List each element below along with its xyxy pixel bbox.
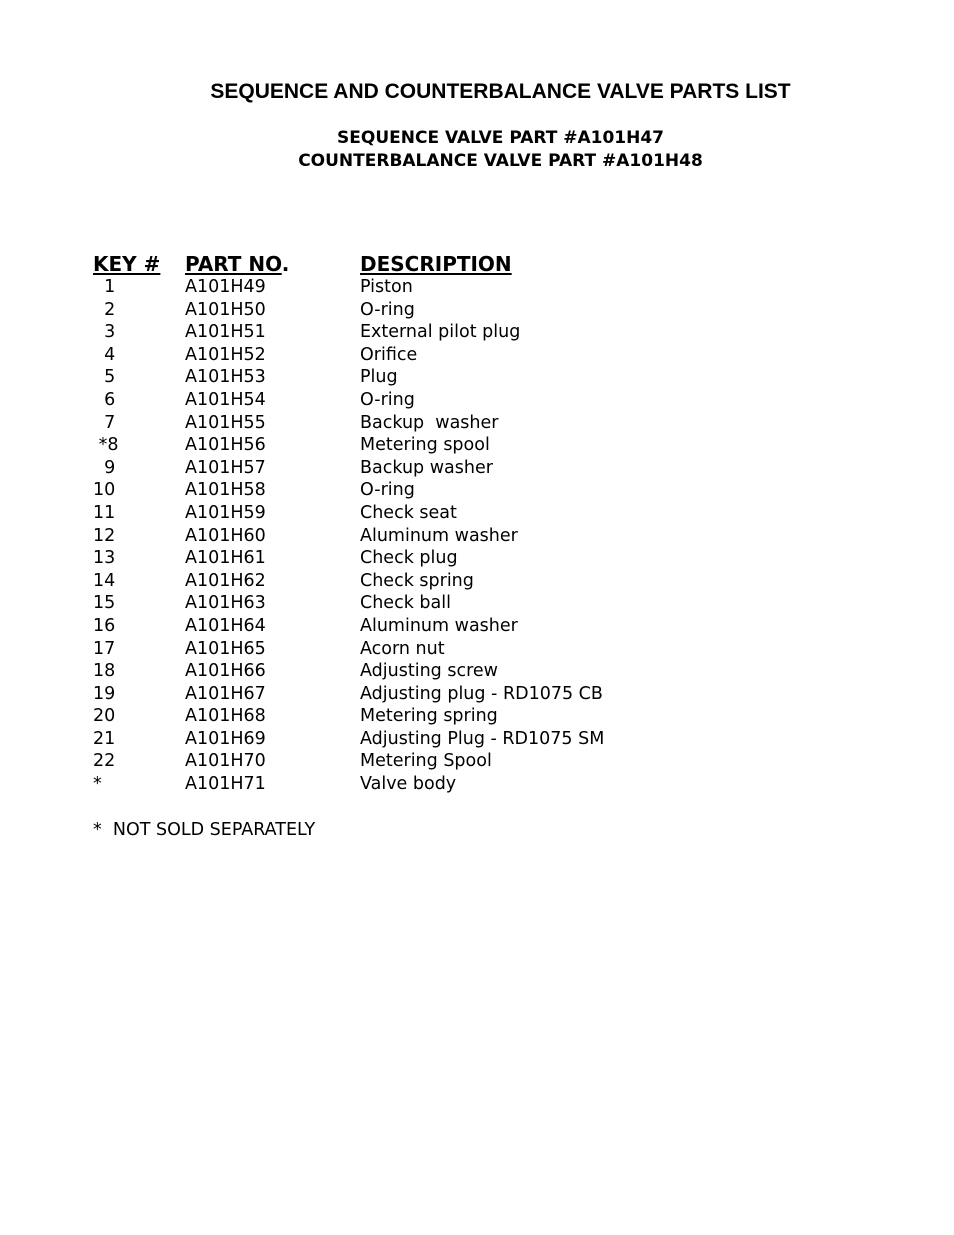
row-description: Check spring <box>360 570 474 591</box>
row-key: 4 <box>93 344 116 365</box>
row-key: 14 <box>93 570 116 591</box>
row-description: Backup washer <box>360 412 499 433</box>
row-part-no: A101H66 <box>185 661 266 682</box>
row-key: 5 <box>93 367 116 388</box>
table-row <box>0 638 954 661</box>
table-row <box>0 434 954 457</box>
row-description: O-ring <box>360 480 415 501</box>
table-row <box>0 592 954 615</box>
subtitle-counterbalance-valve: COUNTERBALANCE VALVE PART #A101H48 <box>298 151 703 171</box>
row-part-no: A101H57 <box>185 457 266 478</box>
row-key: 10 <box>93 480 116 501</box>
header-key: KEY # <box>93 252 161 276</box>
row-part-no: A101H52 <box>185 344 266 365</box>
table-row <box>0 570 954 593</box>
header-part-no <box>185 251 289 277</box>
row-description: Metering Spool <box>360 751 492 772</box>
table-row <box>0 479 954 502</box>
row-part-no: A101H54 <box>185 389 266 410</box>
row-description: Aluminum washer <box>360 525 518 546</box>
subtitle-block <box>0 127 954 173</box>
row-key: 17 <box>93 638 116 659</box>
row-key: * <box>93 774 102 795</box>
row-part-no: A101H62 <box>185 570 266 591</box>
table-row <box>0 683 954 706</box>
row-description: Plug <box>360 367 398 388</box>
table-row <box>0 344 954 367</box>
row-part-no: A101H59 <box>185 502 266 523</box>
subtitle-sequence-valve: SEQUENCE VALVE PART #A101H47 <box>337 128 664 148</box>
table-row <box>0 705 954 728</box>
row-key: *8 <box>93 435 119 456</box>
row-part-no: A101H49 <box>185 277 266 297</box>
table-row <box>0 299 954 322</box>
table-row <box>0 547 954 570</box>
row-part-no: A101H50 <box>185 299 266 320</box>
row-description: Piston <box>360 277 413 297</box>
row-description: Acorn nut <box>360 638 445 659</box>
table-row <box>0 502 954 525</box>
table-row <box>0 366 954 389</box>
parts-table-header <box>0 251 954 279</box>
row-part-no: A101H71 <box>185 774 266 795</box>
row-description: Metering spring <box>360 706 498 727</box>
header-part-no-suffix: . <box>281 252 290 276</box>
row-description: Check seat <box>360 502 457 523</box>
row-description: O-ring <box>360 389 415 410</box>
row-description: Check plug <box>360 548 458 569</box>
table-row <box>0 773 954 796</box>
footnote: * NOT SOLD SEPARATELY <box>93 820 316 840</box>
row-key: 2 <box>93 299 116 320</box>
row-part-no: A101H55 <box>185 412 266 433</box>
table-row <box>0 389 954 412</box>
row-key: 20 <box>93 706 116 727</box>
row-part-no: A101H51 <box>185 322 266 343</box>
row-key: 11 <box>93 502 116 523</box>
row-key: 19 <box>93 683 116 704</box>
row-key: 22 <box>93 751 116 772</box>
row-part-no: A101H60 <box>185 525 266 546</box>
header-part-no-label: PART NO <box>185 252 282 276</box>
table-row <box>0 728 954 751</box>
header-description: DESCRIPTION <box>360 252 512 276</box>
row-part-no: A101H58 <box>185 480 266 501</box>
row-description: Aluminum washer <box>360 615 518 636</box>
row-description: Metering spool <box>360 435 490 456</box>
row-description: Adjusting Plug - RD1075 SM <box>360 728 605 749</box>
row-description: Check ball <box>360 593 451 614</box>
row-key: 6 <box>93 389 116 410</box>
table-row <box>0 321 954 344</box>
table-row <box>0 750 954 773</box>
row-key: 12 <box>93 525 116 546</box>
row-description: Valve body <box>360 774 457 795</box>
table-row <box>0 525 954 548</box>
row-part-no: A101H67 <box>185 683 266 704</box>
row-description: Backup washer <box>360 457 493 478</box>
row-key: 16 <box>93 615 116 636</box>
row-description: External pilot plug <box>360 322 521 343</box>
row-key: 15 <box>93 593 116 614</box>
row-description: Adjusting screw <box>360 661 498 682</box>
row-key: 9 <box>93 457 116 478</box>
table-row <box>0 276 954 299</box>
row-part-no: A101H65 <box>185 638 266 659</box>
row-part-no: A101H56 <box>185 435 266 456</box>
row-key: 18 <box>93 661 116 682</box>
table-row <box>0 660 954 683</box>
row-part-no: A101H68 <box>185 706 266 727</box>
row-part-no: A101H61 <box>185 548 266 569</box>
row-key: 21 <box>93 728 116 749</box>
row-part-no: A101H53 <box>185 367 266 388</box>
row-description: Adjusting plug - RD1075 CB <box>360 683 603 704</box>
table-row <box>0 457 954 480</box>
row-key: 13 <box>93 548 116 569</box>
table-row <box>0 412 954 435</box>
row-part-no: A101H64 <box>185 615 266 636</box>
document-title: SEQUENCE AND COUNTERBALANCE VALVE PARTS LIST <box>210 80 791 103</box>
row-part-no: A101H70 <box>185 751 266 772</box>
row-key: 1 <box>93 277 116 297</box>
row-key: 3 <box>93 322 116 343</box>
row-key: 7 <box>93 412 116 433</box>
row-description: O-ring <box>360 299 415 320</box>
row-part-no: A101H63 <box>185 593 266 614</box>
row-description: Orifice <box>360 344 418 365</box>
parts-table-body <box>0 276 954 796</box>
table-row <box>0 615 954 638</box>
row-part-no: A101H69 <box>185 728 266 749</box>
